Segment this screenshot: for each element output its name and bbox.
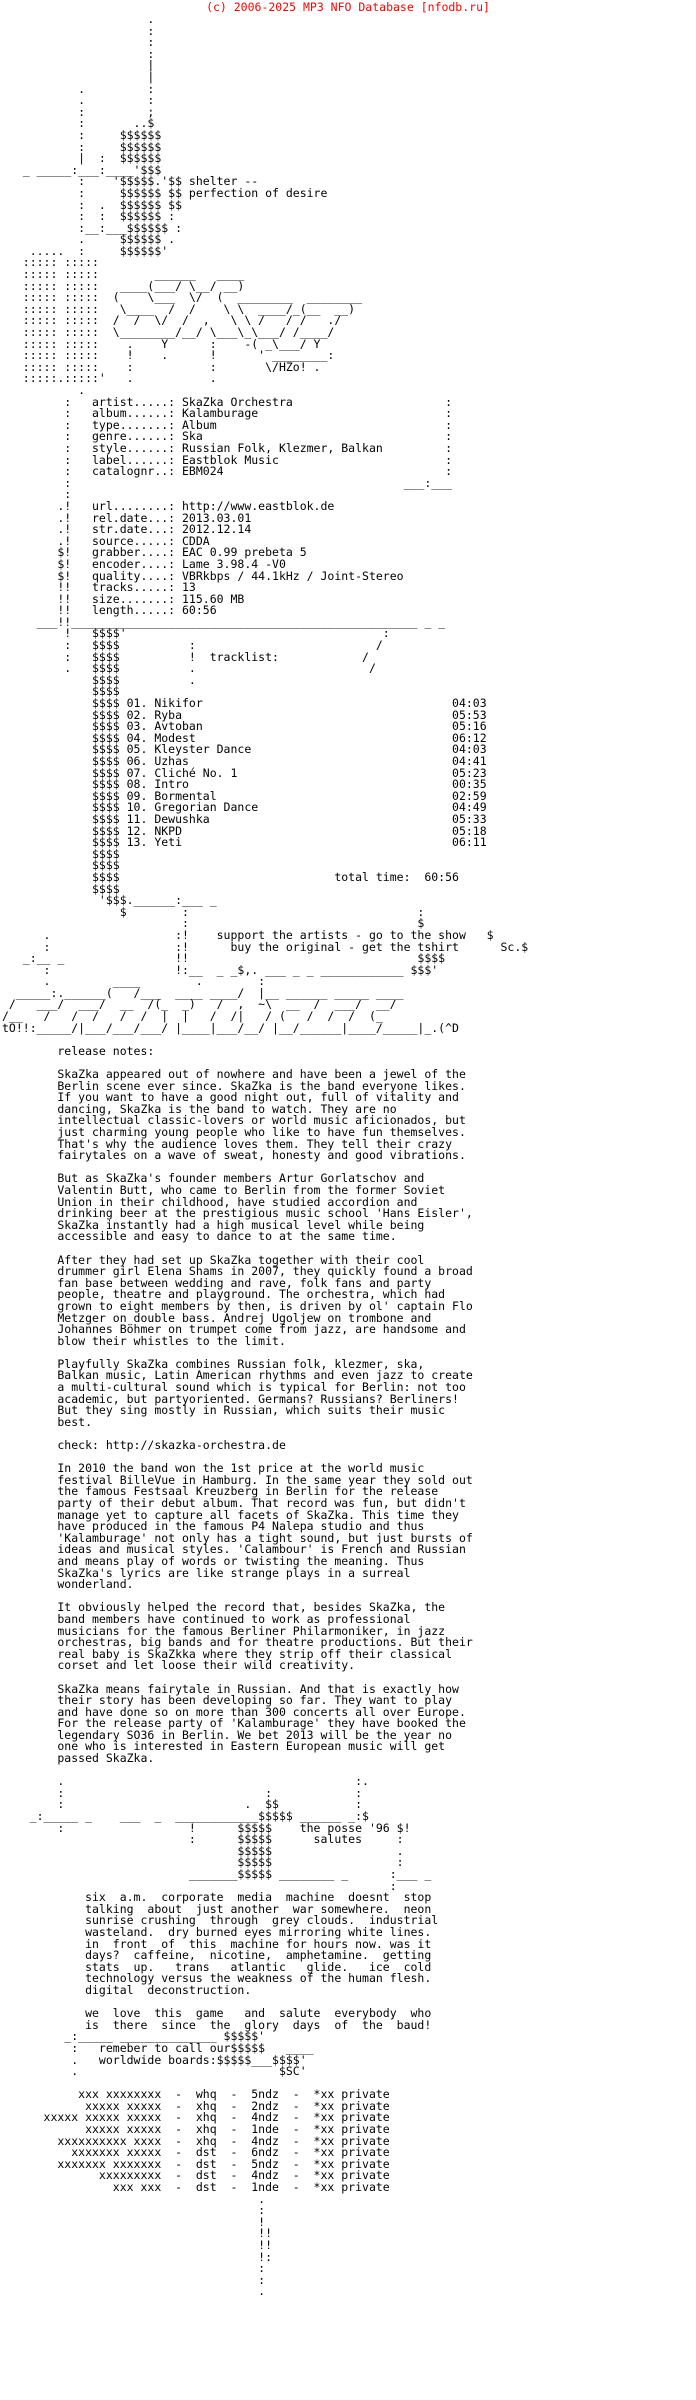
ascii-art: /__ / / / / / | | / /| / ( / / / (_ — [2, 1009, 383, 1024]
release-notes-paragraph: Playfully SkaZka combines Russian folk, klezmer, ska, Balkan music, Latin American rhythms and even jazz to create a multi-cultural sound which is typical for Berlin: not too academic, but partyoriented. Germans? Russians? Berliners! But they sing mostly in Russian, which suits their music best. — [57, 1356, 473, 1429]
ascii-art: : : : — [57, 1785, 363, 1800]
ascii-art: : $$$$ : / — [64, 638, 383, 653]
info-quality: $! quality....: VBRkbps / 44.1kHz / Joint-Stereo — [57, 568, 404, 583]
ascii-art: $$$$$ : — [237, 1855, 404, 1870]
info-rel-date: .! rel.date...: 2013.03.01 — [57, 510, 252, 525]
ascii-art: : — [258, 2261, 266, 2276]
ascii-art: $$$$$ . — [237, 1843, 404, 1858]
support-line-1: . :! support the artists - go to the show $ — [43, 927, 494, 942]
ascii-art: ! $$$$' : — [64, 626, 390, 641]
info-size: !! size.......: 115.60 MB — [57, 591, 245, 606]
release-notes-paragraph: In 2010 the band won the 1st price at the world music festival BilleVue in Hamburg. In the same year they sold out the famous Festsaal Kreuzberg in Berlin for the release party of their debut album. That record was fun, but didn't manage yet to capture all facets of SkaZka. This time they have produced in the famous P4 Nalepa studio and thus 'Kalamburage' not only has a tight sound, but just bursts of ideas and musical styles. 'Calambour' is French and Russian and means play of words or twisting the meaning. Thus SkaZka's lyrics are like strange plays in a surreal wonderland. — [57, 1461, 473, 1592]
ascii-art: : — [258, 2272, 266, 2287]
posse-line-2: : $$$$$ salutes : — [188, 1832, 404, 1847]
track-row: $$$$ 13. Yeti 06:11 — [92, 835, 487, 850]
info-url: .! url........: http://www.eastblok.de — [57, 498, 335, 513]
support-line-2: : :! buy the original - get the tshirt Sc.$ — [43, 939, 529, 954]
track-row: $$$$ 06. Uzhas 04:41 — [92, 754, 487, 768]
boards-reminder-2: . worldwide boards:$$$$$___$$$$' — [71, 2052, 307, 2067]
divider: ___!!__________________________________________________ _ _ — [36, 614, 446, 629]
info-source: .! source.....: CDDA — [57, 533, 210, 548]
ascii-art: . $$$$ . / — [64, 661, 376, 676]
info-catalognr: : catalognr..: EBM024 : — [64, 464, 453, 479]
spacer: . — [78, 383, 86, 397]
spacer: : — [64, 487, 72, 502]
track-row: $$$$ 07. Cliché No. 1 05:23 — [92, 765, 487, 780]
ascii-art: : — [389, 1878, 397, 1893]
ascii-art: _____:.______( /___ ____ ____/ |__ ______ _____ ____ — [15, 985, 404, 1000]
total-time: $$$$ total time: 60:56 — [92, 869, 459, 884]
ascii-art: _:__ _ !! $$$$ — [22, 951, 446, 966]
ascii-art: . :. — [57, 1774, 369, 1789]
info-label: : label......: Eastblok Music : — [64, 452, 453, 467]
board-row: xxxxxxx xxxxxxx - dst - 5ndz - *xx private — [57, 2156, 390, 2171]
ascii-art: $$$$ . — [92, 672, 196, 687]
track-row: $$$$ 09. Bormental 02:59 — [92, 788, 487, 803]
info-style: : style......: Russian Folk, Klezmer, Balkan : — [64, 440, 453, 455]
info-tracks: !! tracks.....: 13 — [57, 580, 196, 595]
track-row: $$$$ 08. Intro 00:35 — [92, 777, 487, 792]
posse-manifesto: six a.m. corporate media machine doesnt stop talking about just another war somewhere. neon sunrise crushing through grey clouds. industrial wasteland. dry burned eyes mirroring white lines. in front of this machine for hours now. was it days? caffeine, nicotine, amphetamine. getting stats up. trans atlantic glide. ice cold technology versus the weakness of the human flesh. digital deconstruction. — [85, 1890, 439, 1997]
release-notes-paragraph: But as SkaZka's founder members Artur Gorlatschov and Valentin Butt, who came to Berlin from the former Soviet Union in their childhood, have studied accordion and drinking beer at the prestigious music school 'Hans Eisler', SkaZka instantly had a high musical level while being accessible and easy to dance to at the same time. — [57, 1171, 473, 1244]
track-row: $$$$ 01. Nikifor 04:03 — [92, 696, 487, 711]
info-album: : album......: Kalamburage : — [64, 406, 453, 421]
ascii-art: _:_____ _ ___ _ ____________$$$$$ ______ _:$ — [29, 1809, 369, 1824]
tracklist-heading: : $$$$ ! tracklist: / — [64, 649, 369, 664]
nfo-text — [2, 14, 528, 2298]
posse-line-1: : ! $$$$$ the posse '96 $! — [57, 1820, 411, 1835]
board-row: xxxxx xxxxx - xhq - 2ndz - *xx private — [85, 2098, 390, 2113]
ascii-banner: . : : : | | . : . : : ; : ..$ : $$$$$$ : $$$$$$ | : $$$$$$ _ _____:___:____'$$$ : '$$$$$.'$$ shelter -- : $$$$$$ $$ perfection of desire : . $$$$$$ $$ : : $$$$$$ : :__:___$$$$$$ : . $$$$$$ . ..... : $$$$$$' ::::: ::::: ::::: ::::: ______ ____ ::::: ::::: ____(___/ \__/ __) ::::: ::::: ( \___ \/ ( ________ ________ ::::: ::::: \____ / / \ \ ____/_(__ __) ::::: ::::: / / \/ / , \ \ / / / ./ ::::: ::::: \________/__/ \___\_\___/ /____/ ::::: ::::: . Y : -( _\___/ Y ::::: ::::: ! . ! ' ________: ::::: ::::: : : \/HZo! . :::::.:::::' . . — [22, 12, 363, 386]
credit-header: (c) 2006-2025 MP3 NFO Database [nfodb.ru] — [206, 0, 490, 14]
info-length: !! length.....: 60:56 — [57, 603, 217, 618]
ascii-art: $$$$ — [92, 846, 120, 861]
info-genre: : genre......: Ska : — [64, 429, 453, 444]
info-artist: : artist.....: SkaZka Orchestra : — [64, 394, 453, 409]
ascii-art: !: — [258, 2249, 273, 2264]
board-row: xxx xxx - dst - 1nde - *xx private — [112, 2180, 390, 2195]
boards-sig: . $SC' — [71, 2064, 307, 2079]
ascii-art: . — [258, 2284, 266, 2299]
ascii-art: ! — [258, 2214, 266, 2229]
ascii-art: / ___/ ___/ __ /(_ _) / , ~\ __ / ___/ __/ — [8, 997, 397, 1012]
ascii-art: $$$$ — [92, 858, 120, 873]
divider: : ___:___ — [64, 475, 453, 490]
board-row: xxxxx xxxxx - xhq - 1nde - *xx private — [85, 2122, 390, 2137]
track-row: $$$$ 12. NKPD 05:18 — [92, 823, 487, 838]
track-row: $$$$ 10. Gregorian Dance 04:49 — [92, 800, 487, 815]
ascii-art: '$$$.______:___ _ — [98, 893, 217, 908]
ascii-art: $$$$ — [92, 684, 120, 699]
ascii-art: _:_____ ______________ $$$$$' — [64, 2029, 266, 2044]
ascii-art: : . $$ : — [57, 1797, 363, 1812]
ascii-art: !! — [258, 2226, 273, 2241]
track-row: $$$$ 11. Dewushka 05:33 — [92, 811, 487, 826]
info-grabber: $! grabber....: EAC 0.99 prebeta 5 — [57, 545, 307, 560]
board-row: xxxxxxxxx - dst - 4ndz - *xx private — [98, 2168, 390, 2183]
info-encoder: $! encoder....: Lame 3.98.4 -V0 — [57, 556, 286, 571]
ascii-art: $ : : — [119, 904, 425, 919]
ascii-art: : !:__ _ _$,. ___ _ _ ____________ $$$' — [43, 962, 439, 977]
ascii-art: $$$$ — [92, 881, 120, 896]
ascii-art: : $ — [182, 916, 425, 931]
board-row: xxxxx xxxxx xxxxx - xhq - 4ndz - *xx private — [43, 2110, 390, 2125]
board-row: xxxxxxxxxx xxxx - xhq - 4ndz - *xx private — [57, 2133, 390, 2148]
info-str-date: .! str.date...: 2012.12.14 — [57, 522, 252, 537]
release-notes-paragraph: SkaZka means fairytale in Russian. And that is exactly how their story has been developing so far. They want to play and have done so on more than 300 concerts all over Europe. For the release party of 'Kalamburage' they have booked the legendary SO36 in Berlin. We bet 2013 will be the year no one who is interested in Eastern European music will get passed SkaZka. — [57, 1681, 466, 1766]
release-notes-paragraph: check: http://skazka-orchestra.de — [57, 1438, 286, 1453]
info-type: : type.......: Album : — [64, 417, 453, 432]
track-row: $$$$ 02. Ryba 05:53 — [92, 707, 487, 722]
release-notes-paragraph: SkaZka appeared out of nowhere and have been a jewel of the Berlin scene ever since. SkaZka is the band everyone likes. If you want to have a good night out, full of vitality and dancing, SkaZka is the band to watch. They are no intellectual classic-lovers or world music aficionados, but just charming young people who like to have fun themselves. That's why the audience loves them. They tell their crazy fairytales on a wave of sweat, honesty and good vibrations. — [57, 1067, 466, 1163]
ascii-art: !! — [258, 2238, 273, 2252]
ascii-art: : — [258, 2203, 266, 2218]
release-notes-heading: release notes: — [57, 1043, 155, 1058]
release-notes-paragraph: It obviously helped the record that, besides SkaZka, the band members have continued to work as professional musicians for the famous Berliner Philarmoniker, in jazz orchestras, big bands and for theatre productions. But their real baby is SkaZkka where they strip off their classical corset and let loose their wild creativity. — [57, 1600, 473, 1673]
board-row: xxxxxxx xxxxx - dst - 6ndz - *xx private — [71, 2145, 390, 2160]
ascii-art: _______$$$$$ ________ _ :___ _ — [188, 1867, 432, 1881]
track-row: $$$$ 04. Modest 06:12 — [92, 730, 487, 745]
ascii-art: . ____ . : — [43, 974, 266, 989]
track-row: $$$$ 05. Kleyster Dance 04:03 — [92, 742, 487, 757]
board-row: xxx xxxxxxxx - whq - 5ndz - *xx private — [78, 2087, 390, 2102]
posse-salute: we love this game and salute everybody who is there since the glory days of the baud! — [85, 2006, 432, 2032]
footer-sig: tO!!:_____/|___/___/___/ |____|___/__/ |__/______|____/_____|_.(^D — [2, 1020, 459, 1035]
track-row: $$$$ 03. Avtoban 05:16 — [92, 719, 487, 734]
ascii-art: . — [258, 2191, 266, 2206]
boards-reminder-1: : remeber to call our$$$$$ ____ — [71, 2040, 314, 2055]
release-notes-paragraph: After they had set up SkaZka together with their cool drummer girl Elena Shams in 2007, they quickly found a broad fan base between wedding and rave, folk fans and party people, theatre and playground. The orchestra, which had grown to eight members by then, is driven by ol' captain Flo Metzger on double bass. Andrej Ugoljew on trombone and Johannes Böhmer on trumpet come from jazz, are handsome and blow their whistles to the limit. — [57, 1252, 473, 1348]
